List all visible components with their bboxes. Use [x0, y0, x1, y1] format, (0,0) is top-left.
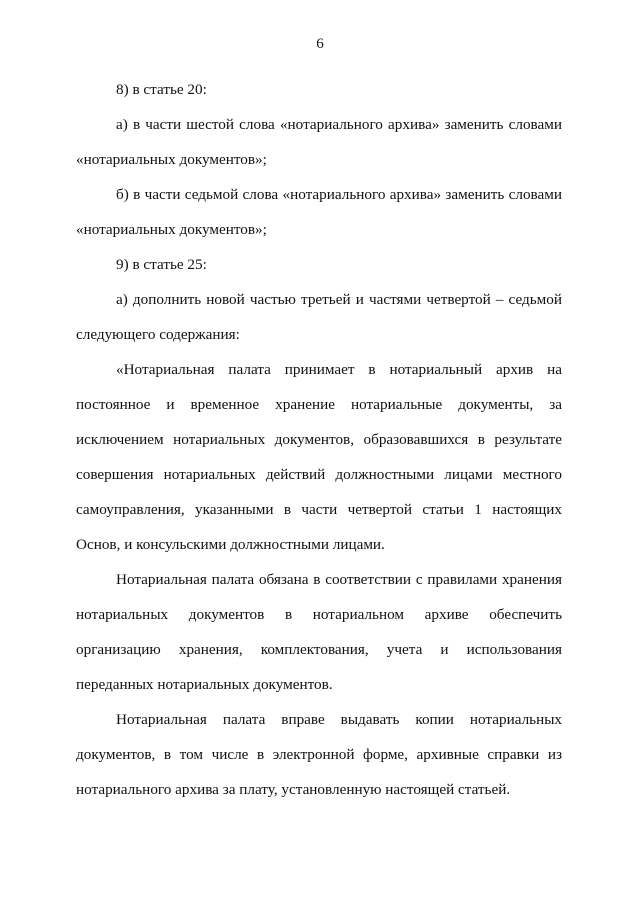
paragraph-part-three: «Нотариальная палата принимает в нотариальный архив на постоянное и временное хранение нотариальные документы, за исключением нотариальных документов, образовавшихся в результате совершения нотариальных действий должностными лицами местного самоуправления, указанными в части четвертой статьи 1 настоящих Основ, и консульскими должностными лицами.	[76, 361, 562, 553]
paragraph-article-25: 9) в статье 25:	[116, 256, 207, 273]
page-number: 6	[316, 36, 324, 52]
paragraph-part-four: Нотариальная палата обязана в соответствии с правилами хранения нотариальных документов в нотариальном архиве обеспечить организацию хранения, комплектования, учета и использования переданных нотариальных документов.	[76, 571, 562, 693]
paragraph-article-20-a: а) в части шестой слова «нотариального архива» заменить словами «нотариальных документов»;	[76, 116, 562, 168]
paragraph-article-20: 8) в статье 20:	[116, 81, 207, 98]
paragraph-part-five: Нотариальная палата вправе выдавать копии нотариальных документов, в том числе в электронной форме, архивные справки из нотариального архива за плату, установленную настоящей статьей.	[76, 711, 562, 798]
paragraph-article-20-b: б) в части седьмой слова «нотариального архива» заменить словами «нотариальных документов»;	[76, 186, 562, 238]
paragraph-article-25-a: а) дополнить новой частью третьей и частями четвертой – седьмой следующего содержания:	[76, 291, 562, 343]
document-body	[76, 72, 562, 807]
